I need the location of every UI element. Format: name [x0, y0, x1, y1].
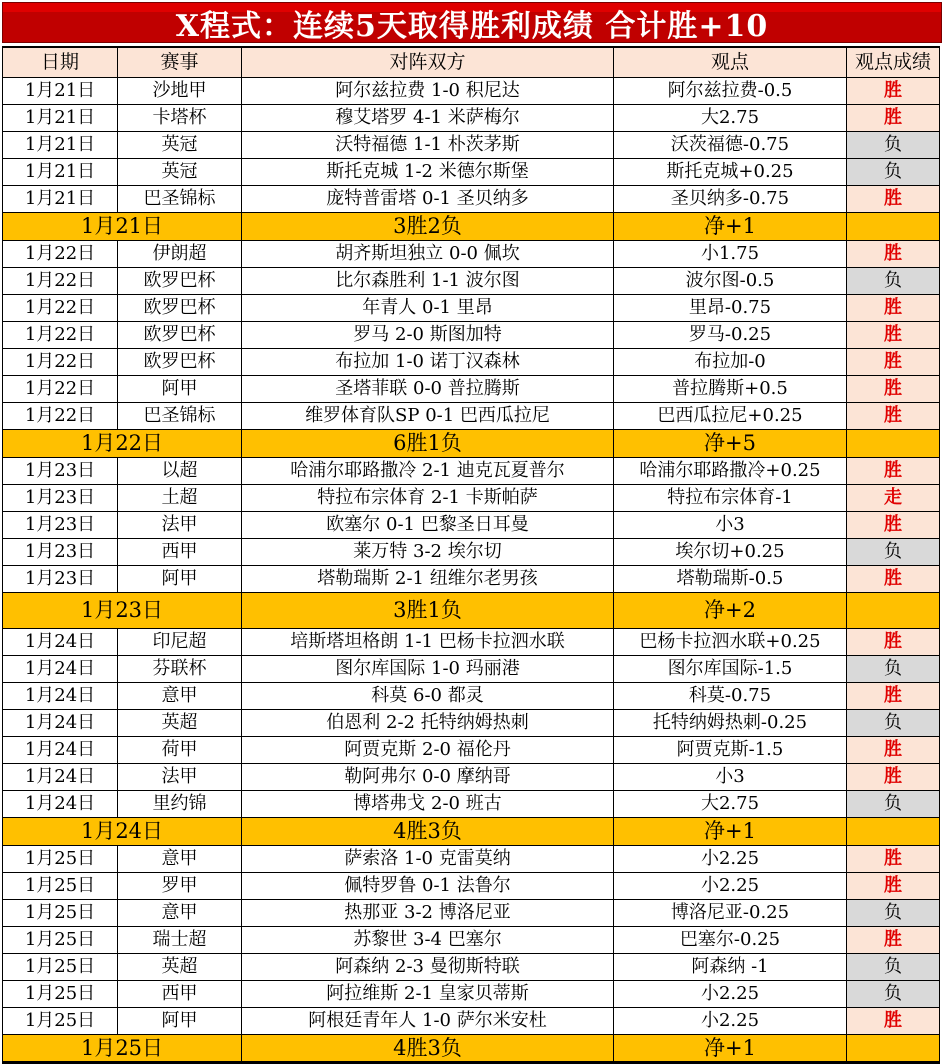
cell-match: 阿拉维斯 2-1 皇家贝蒂斯 [242, 981, 614, 1007]
cell-result-loss: 负 [847, 710, 939, 736]
summary-record: 4胜3负 [242, 818, 614, 845]
cell-view: 科莫-0.75 [614, 683, 847, 709]
table-row [3, 105, 939, 132]
cell-match: 塔勒瑞斯 2-1 纽维尔老男孩 [242, 566, 614, 592]
cell-date: 1月24日 [3, 683, 118, 709]
cell-date: 1月24日 [3, 629, 118, 655]
cell-league: 印尼超 [118, 629, 242, 655]
cell-result-loss: 负 [847, 132, 939, 158]
summary-record: 3胜1负 [242, 593, 614, 628]
table-row [3, 512, 939, 539]
cell-league: 欧罗巴杯 [118, 349, 242, 375]
cell-date: 1月22日 [3, 295, 118, 321]
cell-match: 欧塞尔 0-1 巴黎圣日耳曼 [242, 512, 614, 538]
cell-view: 普拉腾斯+0.5 [614, 376, 847, 402]
cell-view: 托特纳姆热刺-0.25 [614, 710, 847, 736]
cell-view: 小2.25 [614, 1008, 847, 1034]
table-row [3, 656, 939, 683]
cell-view: 小2.25 [614, 981, 847, 1007]
cell-match: 圣塔菲联 0-0 普拉腾斯 [242, 376, 614, 402]
table-row [3, 710, 939, 737]
cell-league: 英冠 [118, 132, 242, 158]
cell-result-loss: 负 [847, 539, 939, 565]
cell-match: 阿森纳 2-3 曼彻斯特联 [242, 954, 614, 980]
cell-match: 佩特罗鲁 0-1 法鲁尔 [242, 873, 614, 899]
cell-league: 芬联杯 [118, 656, 242, 682]
section-summary-row [3, 213, 939, 241]
table-row [3, 241, 939, 268]
cell-league: 意甲 [118, 900, 242, 926]
cell-date: 1月21日 [3, 159, 118, 185]
cell-view: 巴西瓜拉尼+0.25 [614, 403, 847, 429]
cell-match: 萨索洛 1-0 克雷莫纳 [242, 846, 614, 872]
cell-match: 博塔弗戈 2-0 班古 [242, 791, 614, 817]
cell-view: 罗马-0.25 [614, 322, 847, 348]
table-row [3, 873, 939, 900]
cell-view: 沃茨福德-0.75 [614, 132, 847, 158]
summary-date: 1月23日 [3, 593, 242, 628]
cell-date: 1月25日 [3, 954, 118, 980]
table-row [3, 268, 939, 295]
summary-blank [847, 818, 939, 845]
cell-view: 特拉布宗体育-1 [614, 485, 847, 511]
summary-date: 1月21日 [3, 213, 242, 240]
cell-date: 1月25日 [3, 900, 118, 926]
cell-result-win: 胜 [847, 927, 939, 953]
section-summary-row [3, 1035, 939, 1063]
cell-match: 哈浦尔耶路撒冷 2-1 迪克瓦夏普尔 [242, 458, 614, 484]
cell-match: 阿尔兹拉费 1-0 积尼达 [242, 78, 614, 104]
cell-match: 年青人 0-1 里昂 [242, 295, 614, 321]
cell-match: 勒阿弗尔 0-0 摩纳哥 [242, 764, 614, 790]
cell-result-win: 胜 [847, 241, 939, 267]
cell-league: 英超 [118, 954, 242, 980]
cell-date: 1月24日 [3, 710, 118, 736]
column-header-league: 赛事 [118, 48, 242, 77]
cell-date: 1月22日 [3, 403, 118, 429]
summary-blank [847, 1035, 939, 1061]
cell-match: 阿根廷青年人 1-0 萨尔米安杜 [242, 1008, 614, 1034]
cell-match: 庞特普雷塔 0-1 圣贝纳多 [242, 186, 614, 212]
cell-result-win: 胜 [847, 376, 939, 402]
cell-view: 波尔图-0.5 [614, 268, 847, 294]
cell-view: 大2.75 [614, 791, 847, 817]
cell-view: 斯托克城+0.25 [614, 159, 847, 185]
cell-match: 布拉加 1-0 诺丁汉森林 [242, 349, 614, 375]
cell-league: 巴圣锦标 [118, 186, 242, 212]
cell-league: 意甲 [118, 683, 242, 709]
summary-date: 1月22日 [3, 430, 242, 457]
cell-date: 1月21日 [3, 78, 118, 104]
column-header-date: 日期 [3, 48, 118, 77]
cell-result-win: 胜 [847, 764, 939, 790]
cell-date: 1月25日 [3, 1008, 118, 1034]
table-row [3, 186, 939, 213]
cell-date: 1月25日 [3, 981, 118, 1007]
cell-match: 胡齐斯坦独立 0-0 佩坎 [242, 241, 614, 267]
cell-result-loss: 负 [847, 159, 939, 185]
cell-league: 里约锦 [118, 791, 242, 817]
cell-result-win: 胜 [847, 566, 939, 592]
table-row [3, 295, 939, 322]
cell-view: 阿森纳 -1 [614, 954, 847, 980]
summary-net: 净+1 [614, 213, 847, 240]
cell-result-win: 胜 [847, 737, 939, 763]
cell-league: 西甲 [118, 981, 242, 1007]
cell-match: 科莫 6-0 都灵 [242, 683, 614, 709]
table-row [3, 683, 939, 710]
cell-date: 1月23日 [3, 539, 118, 565]
cell-match: 阿贾克斯 2-0 福伦丹 [242, 737, 614, 763]
summary-date: 1月25日 [3, 1035, 242, 1061]
summary-blank [847, 593, 939, 628]
summary-record: 6胜1负 [242, 430, 614, 457]
cell-view: 图尔库国际-1.5 [614, 656, 847, 682]
cell-league: 阿甲 [118, 1008, 242, 1034]
cell-result-win: 胜 [847, 105, 939, 131]
cell-result-loss: 负 [847, 900, 939, 926]
cell-view: 小3 [614, 512, 847, 538]
cell-view: 小3 [614, 764, 847, 790]
column-header-result: 观点成绩 [854, 51, 931, 73]
table-row [3, 1008, 939, 1035]
cell-view: 阿贾克斯-1.5 [614, 737, 847, 763]
cell-date: 1月25日 [3, 873, 118, 899]
cell-result-loss: 负 [847, 954, 939, 980]
results-table [2, 46, 940, 1064]
cell-date: 1月22日 [3, 349, 118, 375]
cell-date: 1月21日 [3, 105, 118, 131]
cell-league: 英冠 [118, 159, 242, 185]
cell-match: 培斯塔坦格朗 1-1 巴杨卡拉泗水联 [242, 629, 614, 655]
cell-view: 巴杨卡拉泗水联+0.25 [614, 629, 847, 655]
cell-result-win: 胜 [847, 78, 939, 104]
cell-league: 罗甲 [118, 873, 242, 899]
table-row [3, 737, 939, 764]
cell-result-loss: 负 [847, 268, 939, 294]
cell-date: 1月21日 [3, 186, 118, 212]
summary-record: 3胜2负 [242, 213, 614, 240]
cell-result-win: 胜 [847, 322, 939, 348]
cell-date: 1月24日 [3, 791, 118, 817]
cell-match: 莱万特 3-2 埃尔切 [242, 539, 614, 565]
cell-match: 特拉布宗体育 2-1 卡斯帕萨 [242, 485, 614, 511]
cell-date: 1月23日 [3, 566, 118, 592]
section-summary-row [3, 818, 939, 846]
summary-blank [847, 430, 939, 457]
cell-league: 欧罗巴杯 [118, 295, 242, 321]
cell-league: 荷甲 [118, 737, 242, 763]
table-row [3, 376, 939, 403]
cell-league: 巴圣锦标 [118, 403, 242, 429]
cell-league: 欧罗巴杯 [118, 268, 242, 294]
cell-result-win: 胜 [847, 683, 939, 709]
table-row [3, 629, 939, 656]
table-row [3, 349, 939, 376]
cell-view: 哈浦尔耶路撒冷+0.25 [614, 458, 847, 484]
cell-date: 1月24日 [3, 737, 118, 763]
cell-view: 阿尔兹拉费-0.5 [614, 78, 847, 104]
cell-match: 沃特福德 1-1 朴茨茅斯 [242, 132, 614, 158]
cell-view: 大2.75 [614, 105, 847, 131]
cell-match: 维罗体育队SP 0-1 巴西瓜拉尼 [242, 403, 614, 429]
table-row [3, 485, 939, 512]
cell-league: 阿甲 [118, 376, 242, 402]
cell-result-win: 胜 [847, 1008, 939, 1034]
cell-date: 1月22日 [3, 268, 118, 294]
table-row [3, 458, 939, 485]
cell-date: 1月23日 [3, 512, 118, 538]
summary-net: 净+5 [614, 430, 847, 457]
table-row [3, 539, 939, 566]
table-row [3, 846, 939, 873]
cell-view: 小2.25 [614, 873, 847, 899]
table-row [3, 132, 939, 159]
cell-result-win: 胜 [847, 629, 939, 655]
cell-view: 巴塞尔-0.25 [614, 927, 847, 953]
cell-league: 瑞士超 [118, 927, 242, 953]
summary-blank [847, 213, 939, 240]
cell-view: 小1.75 [614, 241, 847, 267]
cell-league: 卡塔杯 [118, 105, 242, 131]
table-row [3, 403, 939, 430]
table-row [3, 954, 939, 981]
cell-league: 以超 [118, 458, 242, 484]
cell-date: 1月22日 [3, 376, 118, 402]
cell-league: 法甲 [118, 512, 242, 538]
summary-net: 净+1 [614, 1035, 847, 1061]
column-header-match: 对阵双方 [242, 48, 614, 77]
cell-view: 小2.25 [614, 846, 847, 872]
cell-view: 圣贝纳多-0.75 [614, 186, 847, 212]
cell-result-win: 胜 [847, 349, 939, 375]
table-row [3, 566, 939, 593]
cell-league: 欧罗巴杯 [118, 322, 242, 348]
cell-date: 1月21日 [3, 132, 118, 158]
cell-result-win: 胜 [847, 512, 939, 538]
cell-result-win: 胜 [847, 295, 939, 321]
summary-record: 4胜3负 [242, 1035, 614, 1061]
column-header-view: 观点 [614, 48, 847, 77]
table-row [3, 900, 939, 927]
cell-result-win: 胜 [847, 873, 939, 899]
table-row [3, 764, 939, 791]
cell-date: 1月25日 [3, 846, 118, 872]
cell-match: 罗马 2-0 斯图加特 [242, 322, 614, 348]
cell-result-win: 胜 [847, 186, 939, 212]
report-title: X程式：连续5天取得胜利成绩 合计胜+10 [2, 2, 942, 43]
cell-result-loss: 负 [847, 656, 939, 682]
cell-view: 布拉加-0 [614, 349, 847, 375]
table-row [3, 927, 939, 954]
cell-match: 伯恩利 2-2 托特纳姆热刺 [242, 710, 614, 736]
cell-match: 穆艾塔罗 4-1 米萨梅尔 [242, 105, 614, 131]
cell-view: 博洛尼亚-0.25 [614, 900, 847, 926]
section-summary-row [3, 430, 939, 458]
cell-date: 1月23日 [3, 485, 118, 511]
table-row [3, 78, 939, 105]
section-summary-row [3, 593, 939, 629]
cell-view: 里昂-0.75 [614, 295, 847, 321]
summary-net: 净+1 [614, 818, 847, 845]
summary-date: 1月24日 [3, 818, 242, 845]
table-row [3, 791, 939, 818]
cell-league: 阿甲 [118, 566, 242, 592]
cell-view: 塔勒瑞斯-0.5 [614, 566, 847, 592]
cell-view: 埃尔切+0.25 [614, 539, 847, 565]
cell-match: 比尔森胜利 1-1 波尔图 [242, 268, 614, 294]
table-header-row [3, 48, 939, 78]
cell-result-win: 胜 [847, 458, 939, 484]
table-row [3, 159, 939, 186]
cell-match: 图尔库国际 1-0 玛丽港 [242, 656, 614, 682]
cell-league: 伊朗超 [118, 241, 242, 267]
cell-match: 斯托克城 1-2 米德尔斯堡 [242, 159, 614, 185]
cell-result-loss: 负 [847, 981, 939, 1007]
cell-league: 西甲 [118, 539, 242, 565]
cell-date: 1月22日 [3, 241, 118, 267]
cell-match: 热那亚 3-2 博洛尼亚 [242, 900, 614, 926]
cell-result-win: 胜 [847, 846, 939, 872]
cell-date: 1月25日 [3, 927, 118, 953]
cell-result-loss: 负 [847, 791, 939, 817]
cell-league: 法甲 [118, 764, 242, 790]
cell-league: 沙地甲 [118, 78, 242, 104]
cell-league: 土超 [118, 485, 242, 511]
table-row [3, 981, 939, 1008]
cell-match: 苏黎世 3-4 巴塞尔 [242, 927, 614, 953]
summary-net: 净+2 [614, 593, 847, 628]
cell-league: 意甲 [118, 846, 242, 872]
cell-date: 1月22日 [3, 322, 118, 348]
cell-league: 英超 [118, 710, 242, 736]
cell-date: 1月23日 [3, 458, 118, 484]
cell-date: 1月24日 [3, 656, 118, 682]
cell-result-win: 胜 [847, 403, 939, 429]
cell-result-push: 走 [847, 485, 939, 511]
cell-date: 1月24日 [3, 764, 118, 790]
table-row [3, 322, 939, 349]
